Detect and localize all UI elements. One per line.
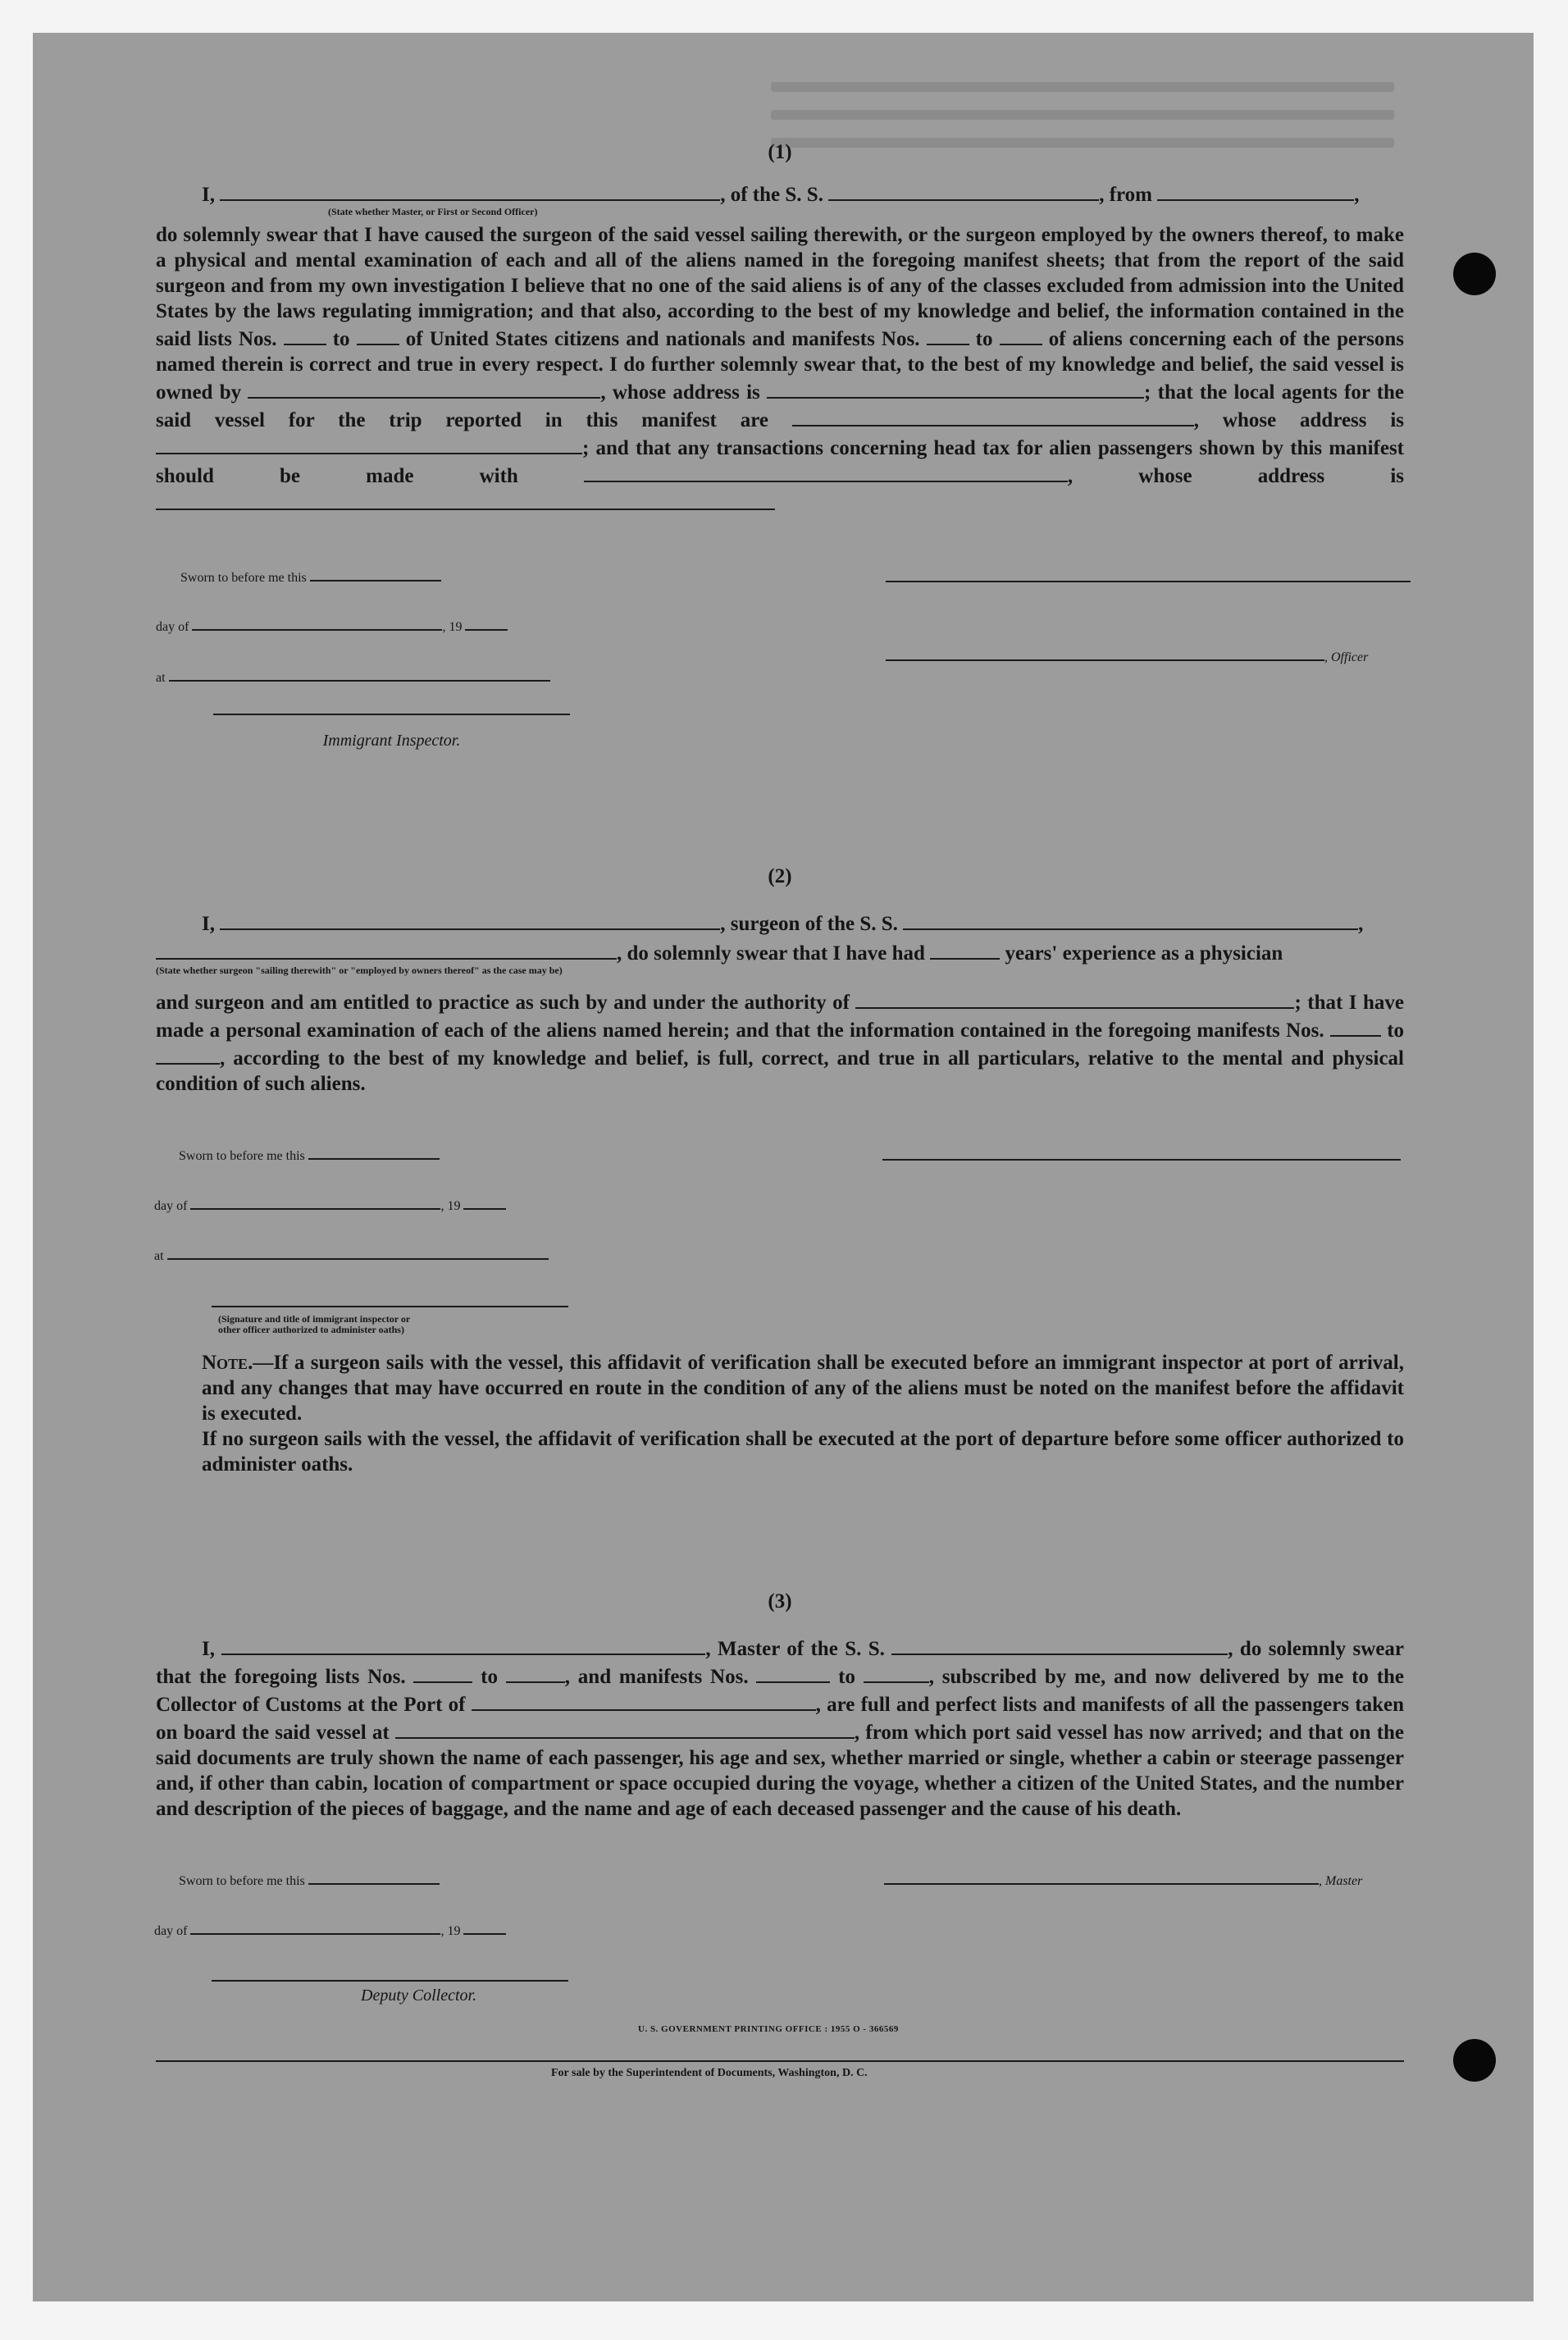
surgeon-signature-line[interactable] [882,1159,1401,1161]
section-1 [156,139,1404,517]
master-signature-row: , Master [884,1863,1362,1889]
officer-signature-row: , Officer [886,640,1368,665]
day-of-field-2[interactable] [190,1188,440,1210]
agents-address-field[interactable] [156,433,582,454]
section-2-surgeon-line: I, , surgeon of the S. S. , [156,909,1404,937]
from-port-field[interactable] [1157,180,1354,201]
for-sale-notice: For sale by the Superintendent of Documents, Washington, D. C. [551,2067,868,2079]
section-2-sworn-row: Sworn to before me this [179,1138,440,1164]
master-lists-from-field[interactable] [413,1662,472,1683]
section-3-day-row: day of , 19 [154,1914,506,1939]
officer-title-field[interactable] [886,640,1324,661]
lists-to-field[interactable] [357,324,399,345]
years-experience-field[interactable] [930,938,1000,960]
section-1-body: do solemnly swear that I have caused the surgeon of the said vessel sailing therewith, or the surgeon employed by the owners thereof, to make a physical and mental examination of each and all of the aliens named in the foregoing manifest sheets; that from the report of the said surgeon and from my own investigation I believe that no one of the said aliens is of any of the classes excluded from admission into the United States by the laws regulating immigration; and that also, according to the best of my knowledge and belief, the information contained in the said lists Nos. to of United States citizens and nationals and manifests Nos. to of aliens concerning each of the persons named therein is correct and true in every respect. I do further solemnly swear that, to the best of my knowledge and belief, the said vessel is owned by , whose address is ; that the local agents for the said vessel for the trip reported in this manifest are , whose address is ; and that any transactions concerning head tax for alien passengers shown by this manifest should be made with , whose address is [156,222,1404,517]
surgeon-ship-field[interactable] [903,909,1358,930]
sworn-date-field-2[interactable] [308,1138,440,1160]
section-2-experience-line: , do solemnly swear that I have had years' experience as a physician [156,938,1404,966]
master-manifests-to-field[interactable] [864,1662,929,1683]
officer-name-field[interactable] [220,180,720,201]
year-field-1[interactable] [465,609,508,631]
head-tax-address-field[interactable] [156,489,775,510]
port-field[interactable] [472,1690,816,1711]
printing-office-credit: U. S. GOVERNMENT PRINTING OFFICE : 1955 O - 366569 [638,2024,899,2034]
boarding-port-field[interactable] [395,1717,855,1739]
section-1-at-row: at [156,660,550,686]
section-3 [156,1589,1404,1822]
master-signature-line[interactable] [884,1863,1319,1885]
owner-address-field[interactable] [767,377,1144,399]
head-tax-contact-field[interactable] [584,461,1068,482]
deputy-signature-line[interactable] [212,1980,568,1982]
practice-authority-field[interactable] [855,988,1294,1009]
sworn-date-field-3[interactable] [308,1863,440,1885]
owner-field[interactable] [248,377,600,399]
footer-rule [156,2060,1404,2062]
day-of-field-3[interactable] [190,1914,440,1935]
inspector-signature-line-2[interactable] [212,1306,568,1307]
section-1-number: (1) [768,141,792,163]
section-3-number: (3) [768,1590,792,1612]
deputy-caption: Deputy Collector. [361,1986,477,2005]
master-ship-field[interactable] [891,1634,1228,1655]
section-1-day-row: day of , 19 [156,609,508,635]
section-1-sworn-row: Sworn to before me this [180,560,441,586]
punch-hole-top [1453,253,1496,295]
punch-hole-bottom [1453,2039,1496,2082]
day-of-field-1[interactable] [192,609,442,631]
sworn-date-field-1[interactable] [310,560,441,582]
local-agents-field[interactable] [792,405,1194,426]
surgeon-manifests-from-field[interactable] [1330,1015,1381,1037]
inspector-caption: Immigrant Inspector. [322,732,461,750]
officer-caption: (State whether Master, or First or Second Officer) [328,206,538,217]
at-place-field-1[interactable] [169,660,550,682]
at-place-field-2[interactable] [167,1238,549,1260]
master-name-field[interactable] [221,1634,705,1655]
year-field-3[interactable] [463,1914,506,1935]
section-2 [156,864,1404,1097]
section-2-body: and surgeon and am entitled to practice as such by and under the authority of ; that I have made a personal examination of each of the aliens named herein; and that the information contained in the foregoing manifests Nos. to , according to the best of my knowledge and belief, is full, correct, and true in all particulars, relative to the mental and physical condition of such aliens. [156,988,1404,1097]
section-3-body: I, , Master of the S. S. , do solemnly swear that the foregoing lists Nos. to , and manifests Nos. to , subscribed by me, and now delivered by me to the Collector of Customs at the Port of , are full and perfect lists and manifests of all the passengers taken on board the said vessel at , from which port said vessel has now arrived; and that on the said documents are truly shown the name of each passenger, his age and sex, whether married or single, whether a cabin or steerage passenger and, if other than cabin, location of compartment or space occupied during the voyage, whether a citizen of the United States, and the number and description of the pieces of baggage, and the name and age of each deceased passenger and the cause of his death. [156,1634,1404,1822]
ship-name-field[interactable] [828,180,1099,201]
section-2-note: Note.—If a surgeon sails with the vessel, this affidavit of verification shall be executed before an immigrant inspector at port of arrival, and any changes that may have occurred en route in the condition of any of the aliens must be noted on the manifest before the affidavit is executed. If no surgeon sails with the vessel, the affidavit of verification shall be executed at the port of departure before some officer authorized to administer oaths. [202,1352,1404,1476]
manifests-to-field[interactable] [1000,324,1042,345]
year-field-2[interactable] [463,1188,506,1210]
surgeon-type-field[interactable] [156,938,617,960]
master-manifests-from-field[interactable] [756,1662,830,1683]
surgeon-caption: (State whether surgeon "sailing therewith" or "employed by owners thereof" as the case may be) [156,965,563,976]
inspector-signature-line[interactable] [213,714,570,715]
lists-from-field[interactable] [284,324,326,345]
officer-signature-line[interactable] [886,581,1411,582]
master-lists-to-field[interactable] [506,1662,565,1683]
manifests-from-field[interactable] [927,324,969,345]
section-2-at-row: at [154,1238,549,1264]
surgeon-name-field[interactable] [220,909,720,930]
section-2-number: (2) [768,865,792,887]
section-3-sworn-row: Sworn to before me this [179,1863,440,1889]
surgeon-manifests-to-field[interactable] [156,1043,220,1065]
section-2-day-row: day of , 19 [154,1188,506,1214]
section-1-officer-line: I, , of the S. S. , from , [156,180,1404,208]
signature-caption: (Signature and title of immigrant inspector or other officer authorized to administer oaths) [218,1313,411,1335]
